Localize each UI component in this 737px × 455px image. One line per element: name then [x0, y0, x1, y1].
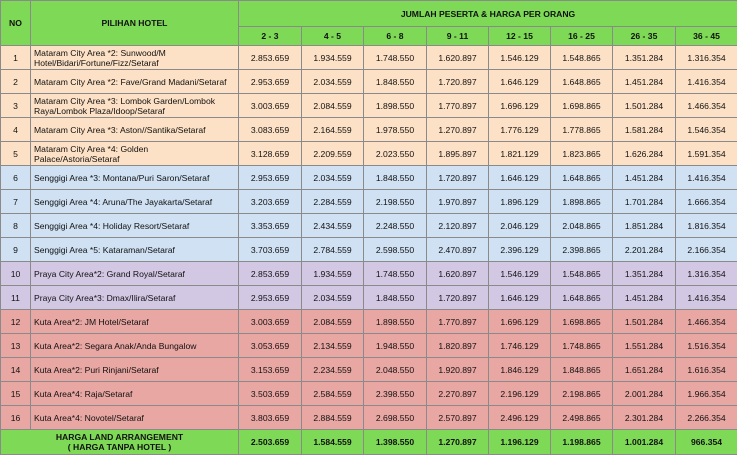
table-row [1, 262, 737, 286]
price-cell: 1.770.897 [427, 94, 489, 118]
row-number: 13 [1, 334, 31, 358]
price-cell: 1.416.354 [676, 70, 737, 94]
table-row [1, 214, 737, 238]
price-cell: 1.720.897 [427, 70, 489, 94]
table-row [1, 286, 737, 310]
price-cell: 1.920.897 [427, 358, 489, 382]
price-cell: 3.153.659 [239, 358, 302, 382]
hotel-name: Kuta Area*4: Raja/Setaraf [31, 382, 239, 406]
table-row [1, 406, 737, 430]
price-cell: 3.083.659 [239, 118, 302, 142]
price-cell: 1.816.354 [676, 214, 737, 238]
row-number: 12 [1, 310, 31, 334]
price-cell: 1.698.865 [551, 94, 613, 118]
land-arrangement-label-line2: ( HARGA TANPA HOTEL ) [68, 442, 171, 452]
price-cell: 1.270.897 [427, 118, 489, 142]
price-cell: 1.948.550 [364, 334, 427, 358]
price-cell: 1.616.354 [676, 358, 737, 382]
header-range: 36 - 45 [676, 27, 737, 46]
land-price-cell: 2.503.659 [239, 430, 302, 455]
price-cell: 3.203.659 [239, 190, 302, 214]
price-cell: 1.696.129 [489, 310, 551, 334]
row-number: 4 [1, 118, 31, 142]
header-range: 4 - 5 [302, 27, 364, 46]
header-range: 2 - 3 [239, 27, 302, 46]
price-cell: 3.003.659 [239, 94, 302, 118]
land-price-cell: 966.354 [676, 430, 737, 455]
table-row [1, 238, 737, 262]
price-cell: 2.698.550 [364, 406, 427, 430]
hotel-name: Senggigi Area *3: Montana/Puri Saron/Setaraf [31, 166, 239, 190]
price-cell: 1.451.284 [613, 286, 676, 310]
price-cell: 1.466.354 [676, 310, 737, 334]
price-cell: 2.001.284 [613, 382, 676, 406]
hotel-name: Mataram City Area *4: Golden Palace/Astoria/Setaraf [31, 142, 239, 166]
price-cell: 3.053.659 [239, 334, 302, 358]
price-cell: 2.084.559 [302, 310, 364, 334]
price-cell: 2.284.559 [302, 190, 364, 214]
price-cell: 1.620.897 [427, 46, 489, 70]
price-cell: 1.846.129 [489, 358, 551, 382]
price-cell: 2.201.284 [613, 238, 676, 262]
price-cell: 1.848.550 [364, 286, 427, 310]
row-number: 6 [1, 166, 31, 190]
price-cell: 1.648.865 [551, 166, 613, 190]
price-cell: 1.551.284 [613, 334, 676, 358]
price-cell: 1.501.284 [613, 94, 676, 118]
hotel-name: Kuta Area*2: Puri Rinjani/Setaraf [31, 358, 239, 382]
price-cell: 1.646.129 [489, 286, 551, 310]
price-cell: 2.270.897 [427, 382, 489, 406]
price-cell: 1.651.284 [613, 358, 676, 382]
price-cell: 1.646.129 [489, 166, 551, 190]
hotel-name: Kuta Area*2: JM Hotel/Setaraf [31, 310, 239, 334]
price-cell: 2.570.897 [427, 406, 489, 430]
price-cell: 1.898.550 [364, 94, 427, 118]
hotel-name: Praya City Area*2: Grand Royal/Setaraf [31, 262, 239, 286]
price-cell: 1.978.550 [364, 118, 427, 142]
land-price-cell: 1.198.865 [551, 430, 613, 455]
price-cell: 1.970.897 [427, 190, 489, 214]
price-cell: 1.851.284 [613, 214, 676, 238]
price-cell: 2.034.559 [302, 70, 364, 94]
table-row [1, 358, 737, 382]
price-cell: 2.434.559 [302, 214, 364, 238]
price-cell: 2.584.559 [302, 382, 364, 406]
price-cell: 1.451.284 [613, 70, 676, 94]
table-row [1, 46, 737, 70]
price-cell: 1.748.865 [551, 334, 613, 358]
price-cell: 1.820.897 [427, 334, 489, 358]
price-cell: 1.546.354 [676, 118, 737, 142]
row-number: 7 [1, 190, 31, 214]
row-number: 3 [1, 94, 31, 118]
land-price-cell: 1.001.284 [613, 430, 676, 455]
price-cell: 2.853.659 [239, 46, 302, 70]
price-cell: 2.120.897 [427, 214, 489, 238]
price-cell: 1.776.129 [489, 118, 551, 142]
price-cell: 1.591.354 [676, 142, 737, 166]
price-cell: 1.516.354 [676, 334, 737, 358]
row-number: 8 [1, 214, 31, 238]
price-cell: 2.048.865 [551, 214, 613, 238]
table-row [1, 166, 737, 190]
header-range: 12 - 15 [489, 27, 551, 46]
hotel-name: Mataram City Area *3: Lombok Garden/Lombok Raya/Lombok Plaza/Idoop/Setaraf [31, 94, 239, 118]
price-cell: 2.398.550 [364, 382, 427, 406]
header-no: NO [1, 1, 31, 46]
price-cell: 3.128.659 [239, 142, 302, 166]
price-cell: 1.934.559 [302, 262, 364, 286]
price-cell: 1.626.284 [613, 142, 676, 166]
price-cell: 3.803.659 [239, 406, 302, 430]
price-cell: 2.396.129 [489, 238, 551, 262]
price-cell: 1.620.897 [427, 262, 489, 286]
price-cell: 2.134.559 [302, 334, 364, 358]
table-row [1, 118, 737, 142]
price-cell: 1.848.550 [364, 166, 427, 190]
price-cell: 1.748.550 [364, 262, 427, 286]
price-cell: 1.770.897 [427, 310, 489, 334]
hotel-name: Senggigi Area *5: Kataraman/Setaraf [31, 238, 239, 262]
price-cell: 1.966.354 [676, 382, 737, 406]
price-cell: 2.198.550 [364, 190, 427, 214]
price-cell: 2.164.559 [302, 118, 364, 142]
row-number: 2 [1, 70, 31, 94]
price-cell: 2.884.559 [302, 406, 364, 430]
price-cell: 1.416.354 [676, 286, 737, 310]
land-price-cell: 1.270.897 [427, 430, 489, 455]
price-cell: 2.046.129 [489, 214, 551, 238]
price-cell: 2.301.284 [613, 406, 676, 430]
price-cell: 1.746.129 [489, 334, 551, 358]
price-cell: 2.953.659 [239, 70, 302, 94]
price-cell: 1.451.284 [613, 166, 676, 190]
price-cell: 1.821.129 [489, 142, 551, 166]
price-cell: 1.895.897 [427, 142, 489, 166]
price-cell: 2.470.897 [427, 238, 489, 262]
price-cell: 2.034.559 [302, 286, 364, 310]
price-cell: 1.778.865 [551, 118, 613, 142]
table-row [1, 382, 737, 406]
table-row [1, 190, 737, 214]
row-number: 10 [1, 262, 31, 286]
hotel-name: Praya City Area*3: Dmax/Ilira/Setaraf [31, 286, 239, 310]
price-cell: 3.503.659 [239, 382, 302, 406]
hotel-name: Mataram City Area *3: Aston//Santika/Setaraf [31, 118, 239, 142]
price-cell: 2.023.550 [364, 142, 427, 166]
hotel-name: Mataram City Area *2: Sunwood/M Hotel/Bidari/Fortune/Fizz/Setaraf [31, 46, 239, 70]
price-cell: 1.648.865 [551, 286, 613, 310]
price-cell: 2.166.354 [676, 238, 737, 262]
row-number: 16 [1, 406, 31, 430]
header-range: 26 - 35 [613, 27, 676, 46]
hotel-name: Kuta Area*2: Segara Anak/Anda Bungalow [31, 334, 239, 358]
price-cell: 2.084.559 [302, 94, 364, 118]
hotel-name: Senggigi Area *4: Aruna/The Jayakarta/Setaraf [31, 190, 239, 214]
price-cell: 2.034.559 [302, 166, 364, 190]
price-cell: 1.848.550 [364, 70, 427, 94]
row-number: 11 [1, 286, 31, 310]
price-cell: 3.703.659 [239, 238, 302, 262]
land-arrangement-label [1, 430, 239, 455]
price-cell: 2.853.659 [239, 262, 302, 286]
price-cell: 2.196.129 [489, 382, 551, 406]
price-cell: 1.416.354 [676, 166, 737, 190]
price-cell: 1.896.129 [489, 190, 551, 214]
table-row [1, 70, 737, 94]
row-number: 9 [1, 238, 31, 262]
hotel-name: Mataram City Area *2: Fave/Grand Madani/Setaraf [31, 70, 239, 94]
table-row [1, 310, 737, 334]
price-cell: 1.546.129 [489, 46, 551, 70]
header-range: 16 - 25 [551, 27, 613, 46]
land-price-cell: 1.584.559 [302, 430, 364, 455]
row-number: 1 [1, 46, 31, 70]
price-cell: 1.934.559 [302, 46, 364, 70]
price-cell: 1.666.354 [676, 190, 737, 214]
hotel-name: Senggigi Area *4: Holiday Resort/Setaraf [31, 214, 239, 238]
table-row [1, 94, 737, 118]
price-cell: 2.398.865 [551, 238, 613, 262]
price-cell: 2.198.865 [551, 382, 613, 406]
price-cell: 2.498.865 [551, 406, 613, 430]
header-range: 9 - 11 [427, 27, 489, 46]
price-cell: 1.720.897 [427, 286, 489, 310]
price-cell: 2.598.550 [364, 238, 427, 262]
price-cell: 1.351.284 [613, 46, 676, 70]
price-cell: 1.898.865 [551, 190, 613, 214]
price-cell: 1.548.865 [551, 46, 613, 70]
price-cell: 1.646.129 [489, 70, 551, 94]
price-cell: 1.898.550 [364, 310, 427, 334]
price-cell: 2.266.354 [676, 406, 737, 430]
header-hotel: PILIHAN HOTEL [31, 1, 239, 46]
price-cell: 2.784.559 [302, 238, 364, 262]
header-participants-price: JUMLAH PESERTA & HARGA PER ORANG [239, 1, 737, 27]
price-cell: 1.648.865 [551, 70, 613, 94]
price-cell: 1.548.865 [551, 262, 613, 286]
table-body [1, 46, 737, 430]
row-number: 5 [1, 142, 31, 166]
price-cell: 1.696.129 [489, 94, 551, 118]
price-cell: 2.248.550 [364, 214, 427, 238]
price-cell: 1.316.354 [676, 262, 737, 286]
table-row [1, 334, 737, 358]
table-row [1, 142, 737, 166]
price-cell: 1.546.129 [489, 262, 551, 286]
land-arrangement-row [1, 430, 737, 455]
hotel-name: Kuta Area*4: Novotel/Setaraf [31, 406, 239, 430]
price-cell: 1.720.897 [427, 166, 489, 190]
land-price-cell: 1.398.550 [364, 430, 427, 455]
price-cell: 1.698.865 [551, 310, 613, 334]
price-cell: 2.209.559 [302, 142, 364, 166]
price-cell: 1.701.284 [613, 190, 676, 214]
price-cell: 3.353.659 [239, 214, 302, 238]
price-cell: 2.048.550 [364, 358, 427, 382]
price-cell: 2.234.559 [302, 358, 364, 382]
price-cell: 3.003.659 [239, 310, 302, 334]
price-cell: 1.848.865 [551, 358, 613, 382]
land-arrangement-label-line1: HARGA LAND ARRANGEMENT [56, 432, 183, 442]
price-cell: 1.581.284 [613, 118, 676, 142]
land-price-cell: 1.196.129 [489, 430, 551, 455]
price-cell: 2.953.659 [239, 286, 302, 310]
row-number: 15 [1, 382, 31, 406]
price-cell: 1.501.284 [613, 310, 676, 334]
header-range: 6 - 8 [364, 27, 427, 46]
price-cell: 1.466.354 [676, 94, 737, 118]
price-cell: 2.953.659 [239, 166, 302, 190]
price-cell: 1.351.284 [613, 262, 676, 286]
price-cell: 1.748.550 [364, 46, 427, 70]
price-cell: 2.496.129 [489, 406, 551, 430]
price-cell: 1.316.354 [676, 46, 737, 70]
row-number: 14 [1, 358, 31, 382]
price-cell: 1.823.865 [551, 142, 613, 166]
